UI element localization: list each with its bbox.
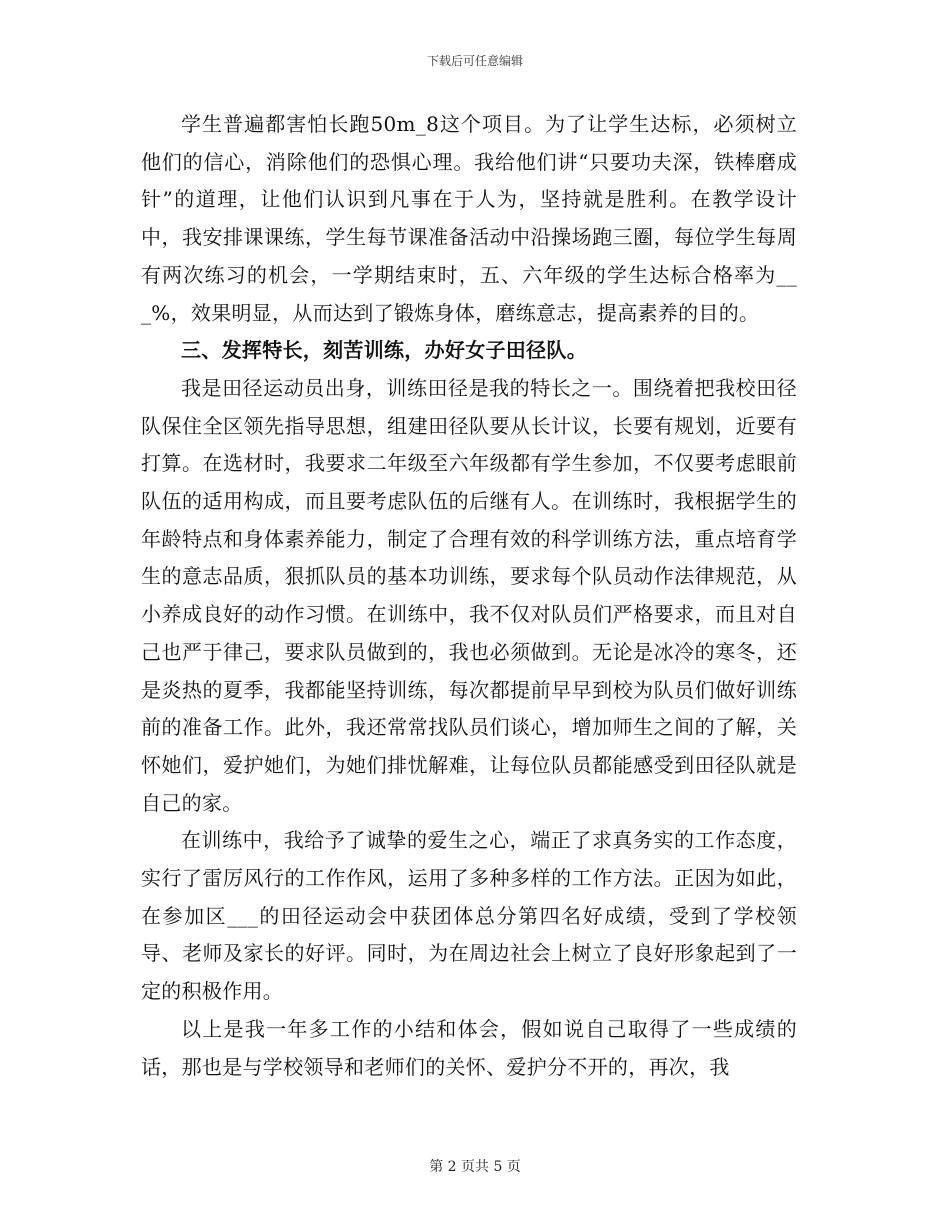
paragraph-training-attitude: 在训练中，我给予了诚挚的爱生之心，端正了求真务实的工作态度，实行了雷厉风行的工作作风，运用了多种多样的工作方法。正因为如此，在参加区___的田径运动会中获团体总分第四名好成绩，受到了学校领导、老师及家长的好评。同时，为在周边社会上树立了良好形象起到了一定的积极作用。: [141, 828, 797, 1004]
page-footer: 第 2 页共 5 页: [429, 1159, 521, 1175]
section-heading-track-team: 三、发挥特长，刻苦训练，办好女子田径队。: [181, 338, 587, 363]
document-body: [141, 106, 797, 1086]
paragraph-track-team: 我是田径运动员出身，训练田径是我的特长之一。围绕着把我校田径队保住全区领先指导思想，组建田径队要从长计议，长要有规划，近要有打算。在选材时，我要求二年级至六年级都有学生参加，不仅要考虑眼前队伍的适用构成，而且要考虑队伍的后继有人。在训练时，我根据学生的年龄特点和身体素养能力，制定了合理有效的科学训练方法，重点培育学生的意志品质，狠抓队员的基本功训练，要求每个队员动作法律规范，从小养成良好的动作习惯。在训练中，我不仅对队员们严格要求，而且对自己也严于律己，要求队员做到的，我也必须做到。无论是冰冷的寒冬，还是炎热的夏季，我都能坚持训练，每次都提前早早到校为队员们做好训练前的准备工作。此外，我还常常找队员们谈心，增加师生之间的了解，关怀她们，爱护她们，为她们排忧解难，让每位队员都能感受到田径队就是自己的家。: [141, 375, 797, 815]
paragraph-running-training: 学生普遍都害怕长跑50m_8这个项目。为了让学生达标，必须树立他们的信心，消除他们的恐惧心理。我给他们讲“只要功夫深，铁棒磨成针”的道理，让他们认识到凡事在于人为，坚持就是胜利。在教学设计中，我安排课课练，学生每节课准备活动中沿操场跑三圈，每位学生每周有两次练习的机会，一学期结束时，五、六年级的学生达标合格率为___%，效果明显，从而达到了锻炼身体，磨练意志，提高素养的目的。: [141, 112, 797, 325]
page-header: 下载后可任意编辑: [426, 54, 523, 68]
paragraph-summary: 以上是我一年多工作的小结和体会，假如说自己取得了一些成绩的话，那也是与学校领导和老师们的关怀、爱护分不开的，再次，我: [141, 1016, 797, 1079]
